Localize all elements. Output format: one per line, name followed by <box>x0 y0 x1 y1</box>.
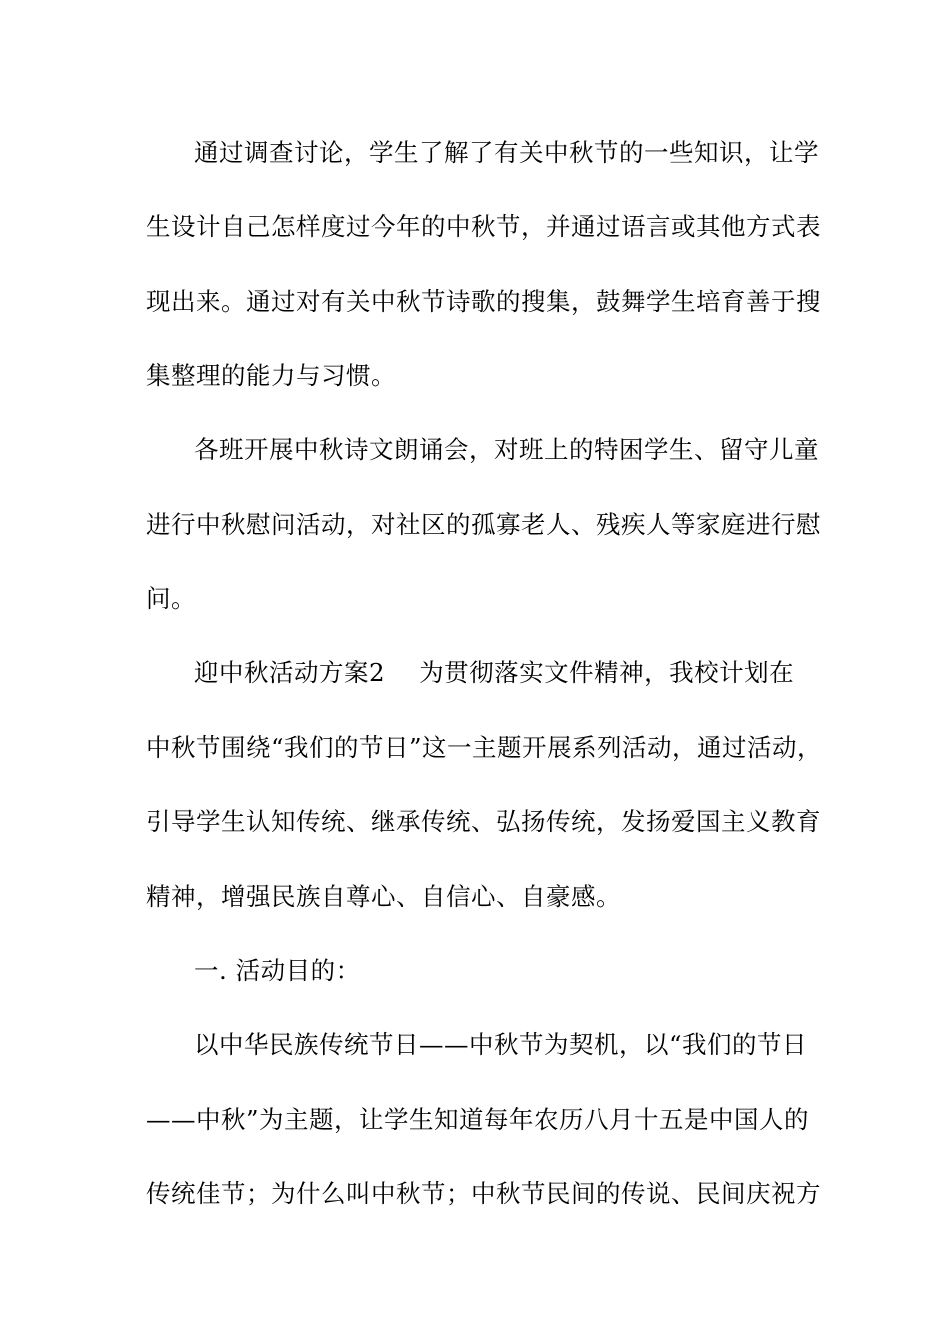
paragraph-line: 精神，增强民族自尊心、自信心、自豪感。 <box>146 882 621 911</box>
paragraph-line: 进行中秋慰问活动，对社区的孤寡老人、残疾人等家庭进行慰 <box>146 510 821 539</box>
section-heading: 迎中秋活动方案2 <box>194 658 386 687</box>
paragraph-line: 问。 <box>146 584 196 613</box>
paragraph-line: 各班开展中秋诗文朗诵会，对班上的特困学生、留守儿童 <box>194 435 819 464</box>
subheading-line: 一. 活动目的： <box>194 956 361 985</box>
paragraph-line: 现出来。通过对有关中秋节诗歌的搜集，鼓舞学生培育善于搜 <box>146 287 821 316</box>
paragraph-line: 以中华民族传统节日——中秋节为契机，以“我们的节日 <box>194 1030 808 1059</box>
paragraph-text: 为贯彻落实文件精神，我校计划在 <box>419 658 795 687</box>
paragraph-line: 通过调查讨论，学生了解了有关中秋节的一些知识，让学 <box>194 138 819 167</box>
paragraph-line: ——中秋”为主题，让学生知道每年农历八月十五是中国人的 <box>146 1105 810 1134</box>
paragraph-line: 中秋节围绕“我们的节日”这一主题开展系列活动，通过活动， <box>146 733 823 762</box>
paragraph-line: 集整理的能力与习惯。 <box>146 361 396 390</box>
section-heading-line <box>194 658 874 688</box>
paragraph-line: 生设计自己怎样度过今年的中秋节，并通过语言或其他方式表 <box>146 212 821 241</box>
paragraph-line: 引导学生认知传统、继承传统、弘扬传统，发扬爱国主义教育 <box>146 807 821 836</box>
paragraph-line: 传统佳节；为什么叫中秋节；中秋节民间的传说、民间庆祝方 <box>146 1179 821 1208</box>
